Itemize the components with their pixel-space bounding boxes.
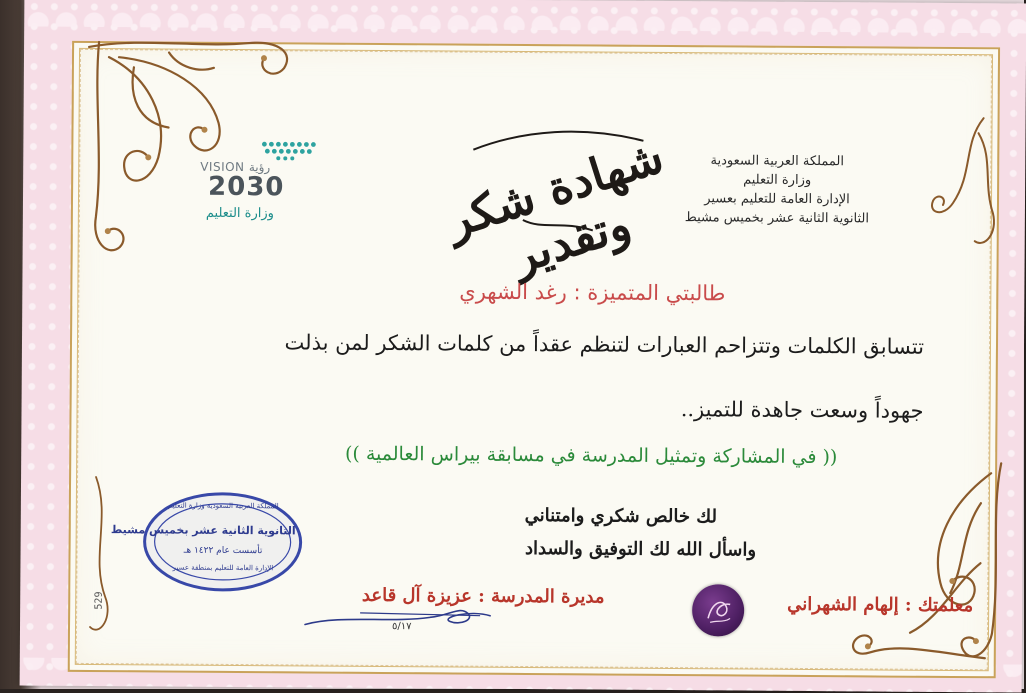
participation-line: (( في المشاركة وتمثيل المدرسة في مسابقة بيراس العالمية )) [344,442,838,469]
ministry-name: وزارة التعليم [743,172,812,189]
ministry-logo-text: وزارة التعليم [205,205,275,222]
vision-year: 2030 [207,171,285,203]
appreciation-text-line-2: جهوداً وسعت جاهدة للتميز.. [680,397,924,423]
issuer-header [647,151,908,229]
teacher-signature-label: معلمتك : إلهام الشهراني [787,593,974,617]
bottom-left-swirl-ornament [75,467,136,667]
vision-dots-icon [260,140,320,160]
stamp-line-2: الثانوية الثانية عشر بخميس مشيط [110,523,296,538]
top-right-swirl-ornament [923,113,1004,264]
thanks-line-1: لك خالص شكري وامتناني [524,505,718,528]
student-name-line: طالبتي المتميزة : رغد الشهري [459,279,726,306]
thanks-line-2: واسأل الله لك التوفيق والسداد [524,538,757,561]
stamp-line-3: تأسست عام ١٤٢٢ هـ [183,545,263,557]
teacher-monogram-icon [692,584,744,636]
certificate-paper [20,0,1026,692]
teacher-logo [692,584,744,636]
vision-label: VISION رؤية [200,159,271,175]
education-department: الإدارة العامة للتعليم بعسير [704,191,850,208]
country-name: المملكة العربية السعودية [710,153,845,170]
vision-2030-logo [188,138,324,229]
principal-signature-label: مديرة المدرسة : عزيزة آل قاعد [361,584,605,608]
stamp-line-4: الإدارة العامة للتعليم بمنطقة عسير [172,563,274,573]
certificate-title-text: شهادة شكر وتقدير [439,128,670,284]
stamp-line-1: المملكة العربية السعودية وزارة التعليم [167,501,279,511]
stamp-number: 529 [93,591,105,610]
school-name: الثانوية الثانية عشر بخميس مشيط [684,210,870,227]
signature-date: ٥/١٧ [391,621,412,633]
bottom-right-swirl-ornament [840,442,1012,673]
school-stamp [110,489,306,595]
appreciation-text-line-1: تتسابق الكلمات وتتزاحم العبارات لتنظم عقداً من كلمات الشكر لمن بذلت [284,330,925,359]
